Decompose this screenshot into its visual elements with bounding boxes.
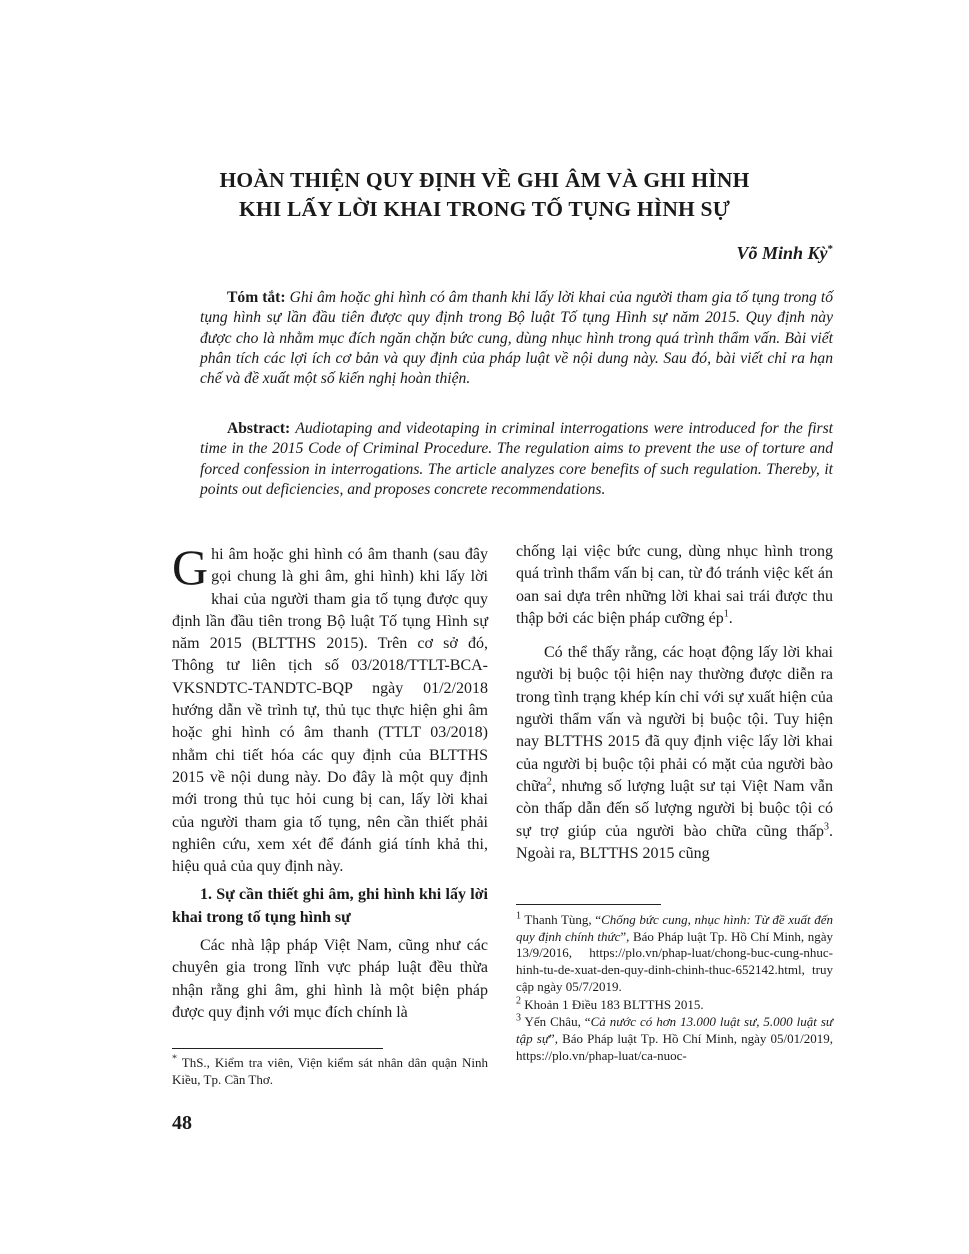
footnote-1 (516, 912, 833, 996)
second-text-b: , nhưng số lượng luật sư tại Việt Nam vẫn còn thấp dẫn đến số lượng người bị buộc tội có sự trợ giúp của người bào chữa cũng thấp (516, 777, 833, 840)
footnote-1-rest: ”, Báo Pháp luật Tp. Hồ Chí Minh, ngày 13/9/2016, https://plo.vn/phap-luat/chong-buc-cung-nhuc-hinh-tu-de-xuat-den-quy-dinh-chinh-thuc-652142.html, truy cập ngày 05/7/2019. (516, 928, 833, 994)
abstract-english (200, 419, 833, 500)
footnote-ref-2[interactable]: 2 (546, 776, 552, 788)
abstract-en-text: Audiotaping and videotaping in criminal interrogations were introduced for the first time in the 2015 Code of Criminal Procedure. The regulation aims to prevent the use of torture and forced confession in interrogations. The article analyzes core benefits of such regulation. Thereby, it points out deficiencies, and proposes concrete recommendations. (200, 420, 833, 498)
section-1-paragraph: Các nhà lập pháp Việt Nam, cũng như các chuyên gia trong lĩnh vực pháp luật đều thừa nhận rằng ghi âm, ghi hình là một biện pháp được quy định với mục đích chính là (172, 937, 488, 1021)
author-footnote-mark: * (827, 243, 833, 255)
footnote-1-prefix: Thanh Tùng, “ (524, 912, 602, 927)
abstract-vietnamese (200, 288, 833, 389)
section-heading-1: 1. Sự cần thiết ghi âm, ghi hình khi lấy lời khai trong tố tụng hình sự (172, 886, 488, 926)
continued-paragraph (516, 541, 833, 630)
abstract-vi-text: Ghi âm hoặc ghi hình có âm thanh khi lấy lời khai của người tham gia tố tụng trong tố tụng hình sự lần đầu tiên được quy định trong Bộ luật Tố tụng Hình sự năm 2015. Quy định này được cho là nhằm mục đích ngăn chặn bức cung, dùng nhục hình trong quá trình thẩm vấn. Bài viết phân tích các lợi ích cơ bản và quy định của pháp luật về nội dung này. Sau đó, bài viết chỉ ra hạn chế và đề xuất một số kiến nghị hoàn thiện. (200, 289, 833, 388)
footnote-2-number: 2 (516, 995, 521, 1007)
footnote-1-number: 1 (516, 910, 521, 922)
second-text-a: Có thể thấy rằng, các hoạt động lấy lời khai người bị buộc tội hiện nay thường được diễn ra trong tình trạng khép kín chỉ với sự xuất hiện của người thẩm vấn và người bị buộc tội. Tuy hiện nay BLTTHS 2015 đã quy định việc lấy lời khai của người bị buộc tội phải có mặt của người bào chữa (516, 644, 833, 795)
footnote-divider-left (172, 1048, 383, 1049)
abstract-vi-label: Tóm tắt: (227, 289, 286, 306)
footnotes-right (516, 912, 833, 1065)
footnote-3 (516, 1014, 833, 1064)
article-title (120, 166, 849, 224)
author-footnote-text: ThS., Kiểm tra viên, Viện kiểm sát nhân dân quận Ninh Kiều, Tp. Cần Thơ. (172, 1055, 488, 1087)
page-number: 48 (172, 1112, 192, 1134)
intro-paragraph (172, 539, 488, 878)
footnote-ref-1[interactable]: 1 (723, 608, 729, 620)
author-footnote (172, 1055, 488, 1088)
author-name-text: Võ Minh Kỳ (736, 243, 828, 263)
second-text-c: . Ngoài ra, BLTTHS 2015 cũng (516, 822, 833, 862)
continued-end: . (728, 609, 733, 627)
footnote-3-title: Cả nước có hơn 13.000 luật sư, 5.000 luật sư tập sự (516, 1014, 833, 1046)
footnote-divider-right (516, 904, 661, 905)
drop-cap: G (172, 539, 209, 595)
footnote-2 (516, 997, 833, 1014)
title-line-2: KHI LẤY LỜI KHAI TRONG TỐ TỤNG HÌNH SỰ (238, 197, 731, 221)
abstract-en-label: Abstract: (227, 420, 291, 437)
second-paragraph (516, 642, 833, 865)
footnote-3-rest: ”, Báo Pháp luật Tp. Hồ Chí Minh, ngày 05/01/2019, https://plo.vn/phap-luat/ca-nuoc- (516, 1030, 834, 1063)
footnotes-left (172, 1055, 488, 1089)
intro-text: hi âm hoặc ghi hình có âm thanh (sau đây gọi chung là ghi âm, ghi hình) khi lấy lời khai của người tham gia tố tụng được quy định lần đầu tiên trong Bộ luật Tố tụng Hình sự năm 2015 (BLTTHS 2015). Trên cơ sở đó, Thông tư liên tịch số 03/2018/TTLT-BCA-VKSNDTC-TANDTC-BQP ngày 01/2/2018 hướng dẫn về trình tự, thủ tục thực hiện ghi âm hoặc ghi hình có âm thanh (TTLT 03/2018) nhằm chi tiết hóa các quy định của BLTTHS 2015 về nội dung này. Do đây là một quy định mới trong thủ tục hỏi cung bị can, lấy lời khai của người tham gia tố tụng, nên cần thiết phải nghiên cứu, xem xét để đánh giá tính khả thi, hiệu quả của quy định này. (172, 546, 488, 876)
footnote-1-title: Chống bức cung, nhục hình: Từ đề xuất đến quy định chính thức (516, 912, 833, 944)
footnote-3-prefix: Yến Châu, “ (524, 1014, 591, 1030)
continued-text: chống lại việc bức cung, dùng nhục hình trong quá trình thẩm vấn bị can, từ đó tránh việc kết án oan sai dựa trên những lời khai sai trái được thu thập bởi các biện pháp cưỡng ép (516, 543, 833, 627)
author-footnote-symbol: * (172, 1053, 177, 1065)
footnote-3-number: 3 (516, 1012, 521, 1024)
left-column (172, 539, 488, 1024)
title-line-1: HOÀN THIỆN QUY ĐỊNH VỀ GHI ÂM VÀ GHI HÌNH (219, 168, 750, 192)
author-name (736, 243, 833, 264)
footnote-2-text: Khoản 1 Điều 183 BLTTHS 2015. (524, 996, 704, 1012)
right-column (516, 541, 833, 865)
footnote-ref-3[interactable]: 3 (824, 821, 829, 833)
